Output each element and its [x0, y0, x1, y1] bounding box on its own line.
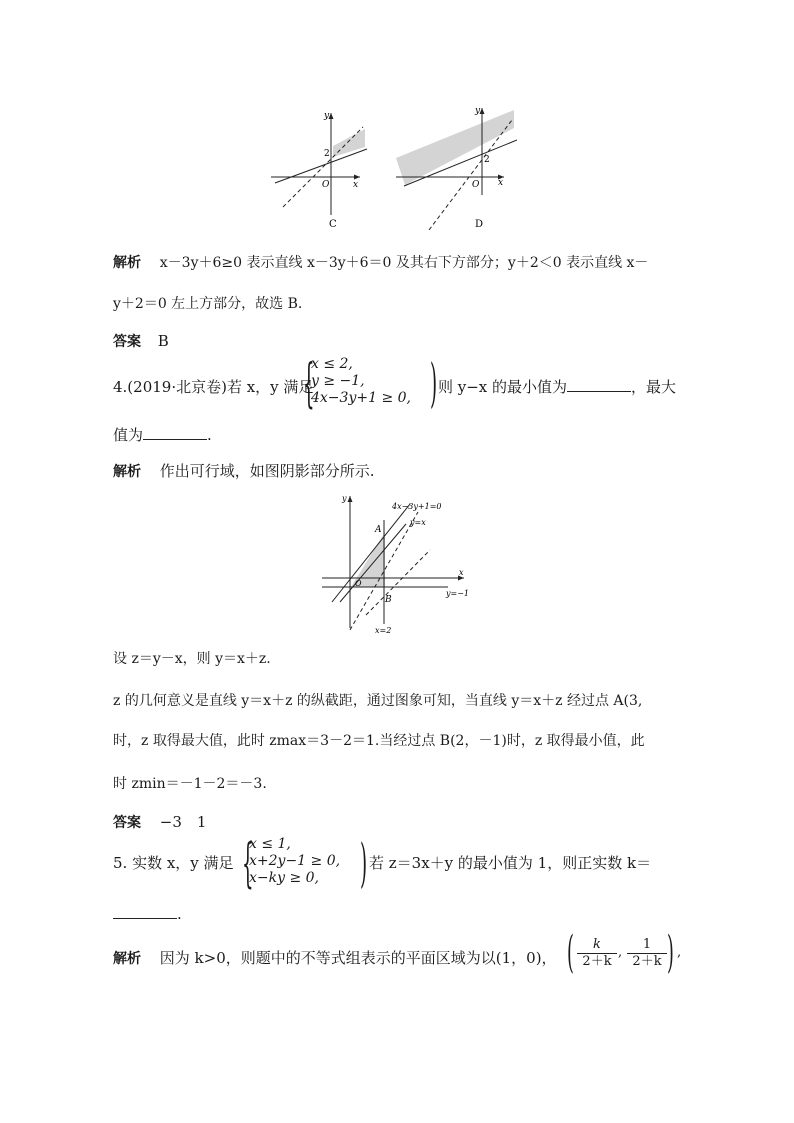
q4-blank-min[interactable] — [567, 377, 631, 392]
q4-meaning-line: z 的几何意义是直线 y＝x＋z 的纵截距，通过图象可知，当直线 y＝x＋z 经过点 A(3, — [113, 693, 643, 709]
origin-label: O — [472, 180, 480, 190]
q4-graph — [318, 490, 478, 640]
paren-right: ) — [667, 927, 674, 978]
frac-end: , — [677, 945, 682, 960]
q4-sys-2: y ≥ −1, — [311, 373, 365, 389]
y-label: y — [324, 111, 330, 121]
frac1-den: 2＋k — [582, 954, 612, 969]
y-arrow — [480, 108, 485, 114]
q4-answer — [113, 812, 206, 833]
answer-value: −3 1 — [159, 813, 207, 831]
q5-sys-2: x+2y−1 ≥ 0, — [249, 853, 341, 869]
analysis-label: 解析 — [113, 951, 141, 967]
q5-analysis — [113, 948, 557, 969]
q5-blank-line — [113, 904, 182, 924]
point-b-label: B — [385, 595, 392, 605]
y-label: y — [342, 494, 347, 503]
tick-label: 2 — [324, 149, 330, 159]
q5-blank[interactable] — [113, 904, 177, 919]
q3-analysis-line2: y＋2＝0 左上方部分，故选 B. — [113, 296, 303, 312]
q4-right-brace: ) — [430, 354, 438, 414]
q4-min-line: 时 zmin＝－1－2＝－3. — [113, 776, 267, 792]
origin-label: O — [355, 579, 362, 588]
x-label: x — [353, 180, 359, 190]
q4-sys-1: x ≤ 2, — [311, 356, 353, 372]
analysis-text: 作出可行域，如图阴影部分所示. — [159, 462, 375, 480]
q5-blank-end: . — [177, 905, 182, 923]
frac1-num: k — [577, 937, 617, 954]
caption-d: D — [475, 219, 484, 230]
analysis-text: 因为 k>0，则题中的不等式组表示的平面区域为以(1，0)， — [159, 949, 557, 967]
q4-left-brace: { — [303, 354, 315, 414]
caption-c: C — [329, 219, 337, 230]
frac-comma: , — [618, 945, 623, 960]
q4-question — [438, 377, 676, 397]
q5-sys-1: x ≤ 1, — [249, 836, 291, 852]
frac2-den: 2＋k — [632, 954, 662, 969]
q4-prefix: 4.(2019·北京卷)若 x，y 满足 — [113, 378, 314, 396]
y-arrow — [329, 113, 334, 119]
line-c-label: y=−1 — [446, 589, 470, 598]
analysis-label: 解析 — [113, 255, 141, 271]
analysis-text: x－3y＋6≥0 表示直线 x－3y＋6＝0 及其右下方部分；y＋2＜0 表示直线 x－ — [159, 255, 649, 271]
x-arrow — [354, 175, 360, 180]
q4-set-line: 设 z＝y－x，则 y＝x＋z. — [113, 651, 271, 667]
shaded-region — [396, 110, 514, 185]
q5-system — [249, 836, 340, 887]
q4-line2-end: . — [207, 426, 212, 444]
answer-label: 答案 — [113, 815, 141, 831]
q4-line2-text: 值为 — [113, 426, 144, 444]
q5-left-brace: { — [242, 834, 254, 894]
answer-value: B — [157, 332, 169, 350]
q5-suffix: 若 z＝3x＋y 的最小值为 1，则正实数 k＝ — [369, 854, 652, 872]
q4-line2 — [113, 425, 212, 445]
q4-suffix: 则 y−x 的最小值为 — [438, 378, 568, 396]
q3-answer — [113, 331, 169, 352]
q5-prefix: 5. 实数 x，y 满足 — [113, 854, 234, 872]
x-label: x — [498, 178, 504, 188]
solid-line — [275, 149, 367, 183]
q4-analysis — [113, 461, 375, 482]
paren-left: ( — [567, 927, 574, 978]
frac2-num: 1 — [627, 937, 667, 954]
graph-c — [265, 105, 375, 230]
line-a-label: 4x−3y+1=0 — [392, 502, 442, 511]
frac2 — [627, 937, 667, 970]
q3-analysis-line1 — [113, 252, 648, 273]
q5-right-brace: ) — [360, 834, 368, 894]
line-b-label: y=x — [410, 518, 426, 527]
origin-label: O — [322, 180, 330, 190]
line-d-label: x=2 — [375, 626, 392, 635]
frac1 — [577, 937, 617, 970]
y-label: y — [475, 106, 481, 116]
answer-label: 答案 — [113, 334, 141, 350]
q4-max-line: 时，z 取得最大值，此时 zmax＝3－2＝1.当经过点 B(2，－1)时，z 取得最小值，此 — [113, 733, 645, 749]
x-label: x — [459, 568, 464, 577]
q5-sys-3: x−ky ≥ 0, — [249, 870, 320, 886]
q4-system — [311, 356, 411, 407]
analysis-label: 解析 — [113, 464, 141, 480]
y-arrow — [348, 496, 353, 502]
q4-sys-3: 4x−3y+1 ≥ 0, — [311, 390, 411, 406]
tick-label: 2 — [484, 155, 490, 165]
q4-suffix2: ，最大 — [631, 378, 677, 396]
graph-d — [392, 100, 517, 230]
q4-blank-max[interactable] — [143, 425, 207, 440]
point-a-label: A — [375, 525, 382, 535]
